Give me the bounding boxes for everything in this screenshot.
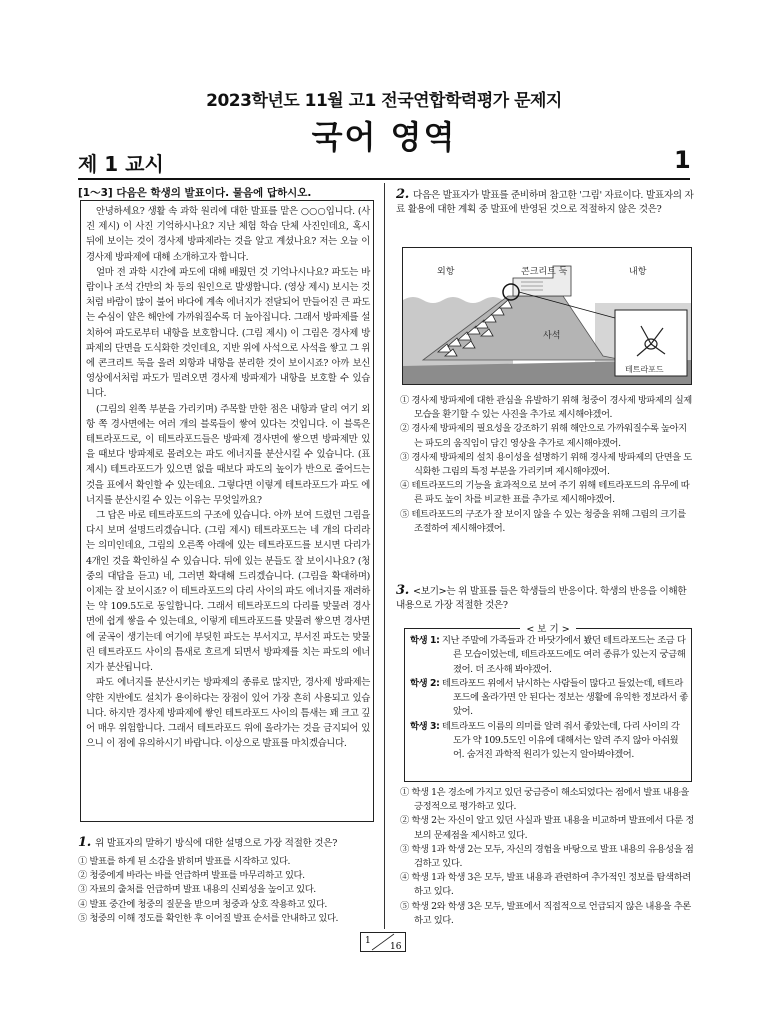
column-divider: [384, 183, 385, 929]
question-1: [78, 836, 376, 926]
student-response: 테트라포드 이름의 의미를 알려 줘서 좋았는데, 다리 사이의 각도가 약 109.5도인 이유에 대해서는 알려 주지 않아 아쉬웠어. 숨겨진 과학적 원리가 있는지 알아봐야겠어.: [441, 720, 680, 761]
choice-5[interactable]: ⑤ 학생 2와 학생 3은 모두, 발표에서 직접적으로 언급되지 않은 내용을 추론하고 있다.: [400, 900, 691, 926]
question-number: 2.: [396, 187, 409, 202]
question-2-choices: [400, 394, 694, 536]
header-rule: [78, 178, 690, 180]
question-3: [396, 584, 694, 613]
choice-2[interactable]: ② 학생 2는 자신이 알고 있던 사실과 발표 내용을 비교하며 발표에서 다룬 정보의 문제점을 제시하고 있다.: [400, 815, 694, 841]
bogi-item: [410, 677, 688, 720]
label-outer-harbor: 외항: [437, 267, 455, 277]
choice-5[interactable]: ⑤ 테트라포드의 구조가 잘 보이지 않을 수 있는 청중을 위해 그림의 크기를 조절하여 제시해야겠어.: [400, 508, 686, 534]
page-number: 1: [674, 146, 691, 174]
choice-2[interactable]: ② 청중에게 바라는 바를 언급하며 발표를 마무리하고 있다.: [78, 870, 305, 882]
period-label: 제 1 교시: [78, 152, 164, 176]
choice-4[interactable]: ④ 발표 중간에 청중의 질문을 받으며 청중과 상호 작용하고 있다.: [78, 898, 327, 910]
label-dike: 콘크리트 둑: [521, 267, 568, 277]
page-indicator: [360, 932, 406, 952]
breakwater-diagram: [403, 248, 691, 384]
total-pages: 16: [390, 942, 402, 952]
choice-5[interactable]: ⑤ 청중의 이해 정도를 확인한 후 이어질 발표 순서를 안내하고 있다.: [78, 912, 339, 924]
question-stem: 위 발표자의 말하기 방식에 대한 설명으로 가장 적절한 것은?: [94, 838, 338, 849]
label-tetrapod: 테트라포드: [625, 365, 664, 374]
student-response: 테트라포드 위에서 낚시하는 사람들이 많다고 들었는데, 테트라포드에 올라가면 안 된다는 정보는 생활에 유익한 정보라서 좋았어.: [441, 677, 688, 718]
student-label: 학생 3:: [410, 720, 440, 732]
choice-4[interactable]: ④ 테트라포드의 기능을 효과적으로 보여 주기 위해 테트라포드의 유무에 따른 파도 높이 차를 비교한 표를 추가로 제시해야겠어.: [400, 480, 690, 506]
bogi-item: [410, 634, 688, 677]
choice-4[interactable]: ④ 학생 1과 학생 3은 모두, 발표 내용과 관련하여 추가적인 정보를 탐색하려 하고 있다.: [400, 872, 691, 898]
question-stem: 다음은 발표자가 발표를 준비하며 참고한 '그림' 자료이다. 발표자의 자료 활용에 대한 계획 중 발표에 반영된 것으로 적절하지 않은 것은?: [396, 190, 694, 215]
choice-1[interactable]: ① 학생 1은 경소에 가지고 있던 궁금증이 해소되었다는 점에서 발표 내용을 긍정적으로 평가하고 있다.: [400, 787, 689, 813]
question-set-intro: [1～3] 다음은 학생의 발표이다. 물음에 답하시오.: [78, 187, 312, 199]
choice-3[interactable]: ③ 경사제 방파제의 설치 용이성을 설명하기 위해 경사제 방파제의 단면을 도식화한 그림의 특정 부분을 가리키며 제시해야겠어.: [400, 451, 692, 478]
subject-title: 국어 영역: [311, 118, 457, 156]
choice-3[interactable]: ③ 자료의 출처를 언급하며 발표 내용의 신뢰성을 높이고 있다.: [78, 884, 316, 896]
question-3-choices: [400, 786, 694, 928]
label-inner-harbor: 내항: [629, 267, 647, 277]
passage-paragraph: 안녕하세요? 생활 속 과학 원리에 대한 발표를 맡은 ○○○입니다. (사진 제시) 이 사진 기억하시나요? 지난 체험 학습 단체 사진인데요, 혹시 뒤에 보이는 것이 경사제 방파제라는 것을 알고 계셨나요? 저는 오늘 이 경사제 방파제에 대해 소개하고자 합니다.: [86, 206, 370, 263]
choice-3[interactable]: ③ 학생 1과 학생 2는 모두, 자신의 경험을 바탕으로 발표 내용의 유용성을 점검하고 있다.: [400, 843, 694, 870]
passage-paragraph: 그 답은 바로 테트라포드의 구조에 있습니다. 아까 보여 드렸던 그림을 다시 보며 설명드리겠습니다. (그림 제시) 테트라포드는 네 개의 다리라는 의미인데요, 그림의 오른쪽 아래에 있는 테트라포드를 보시면 다리가 4개인 것을 확인하실 수 있습니다. 뒤에 있는 분들도 잘 보이시나요? (청중의 대답을 듣고) 네, 그러면 확대해 드리겠습니다. (그림을 확대하며) 이제는 잘 보이시죠? 이 테트라포드의 다리 사이의 파도 에너지를 재려하는 약 109.5도로 동일합니다. 그래서 테트라포드의 다리를 맞물려 경사면에 쉽게 쌓을 수 있는데요, 이렇게 테트라포드를 맞물려 쌓으면 경사면에 굴곡이 생기는데 여기에 부딪힌 파도는 부서지고, 부서진 파도는 맞물린 테트라포드 사이의 틈새로 흐르게 되면서 방파제를 치는 파도의 에너지가 분산됩니다.: [86, 510, 370, 674]
question-number: 1.: [78, 835, 91, 850]
question-stem: <보기>는 위 발표를 들은 학생들의 반응이다. 학생의 반응을 이해한 내용으로 가장 적절한 것은?: [396, 586, 687, 611]
bogi-label: < 보 기 >: [520, 621, 576, 635]
question-number: 3.: [396, 583, 409, 598]
passage-paragraph: (그림의 왼쪽 부분을 가리키며) 주목할 만한 점은 내항과 달리 여기 외항 쪽 경사면에는 여러 개의 블록들이 쌓여 있다는 것입니다. 이 블록은 테트라포드로, 이 테트라포드들은 방파제 경사면에 쌓으면 방파제만 있을 때보다 방파제로 몰려오는 파도 에너지를 분산시킬 수 있습니다. (표 제시) 테트라포드가 있으면 없을 때보다 파도의 높이가 반으로 줄어드는 것을 표에서 확인할 수 있는데요. 그렇다면 이렇게 테트라포드가 파도 에너지를 분산시킬 수 있는 이유는 무엇일까요?: [86, 403, 370, 506]
student-label: 학생 2:: [410, 677, 440, 689]
bogi-content: [410, 634, 688, 763]
breakwater-figure: [402, 247, 692, 385]
current-page: 1: [365, 936, 371, 946]
passage: [86, 204, 370, 751]
passage-paragraph: 파도 에너지를 분산시키는 방파제의 종류로 많지만, 경사제 방파제는 약한 지반에도 설치가 용이하다는 장점이 있어 가장 흔히 사용되고 있습니다. 하지만 경사제 방파제에 쌓인 테트라포드 사이의 틈새는 꽤 크고 깊어 매우 위험합니다. 그래서 테트라포드 위에 올라가는 것을 금지되어 있으니 이 점에 유의하시기 바랍니다. 이상으로 발표를 마치겠습니다.: [86, 677, 370, 750]
exam-title: 2023학년도 11월 고1 전국연합학력평가 문제지: [206, 91, 562, 111]
passage-paragraph: 얼마 전 과학 시간에 파도에 대해 배웠던 것 기억나시나요? 파도는 바람이나 조석 간만의 차 등의 원인으로 발생합니다. (영상 제시) 보시는 것처럼 바람이 많이 불어 바다에 계속 에너지가 전달되어 만들어진 큰 파도는 수심이 얕은 해안에 가까워질수록 더 높아집니다. 그래서 방파제를 설치하여 파도로부터 내항을 보호합니다. (그림 제시) 이 그림은 경사제 방파제의 단면을 도식화한 것인데요, 지반 위에 사석으로 사석을 쌓고 그 위에 콘크리트 둑을 올려 외항과 내항을 분리한 것이 보이시죠? 아까 보신 영상에서처럼 파도가 밀려오면 경사제 방파제가 내항을 보호할 수 있습니다.: [86, 266, 370, 400]
choice-1[interactable]: ① 경사제 방파제에 대한 관심을 유발하기 위해 청중이 경사제 방파제의 실제 모습을 환기할 수 있는 사진을 추가로 제시해야겠어.: [400, 395, 692, 421]
student-label: 학생 1:: [410, 635, 440, 646]
question-2: [396, 188, 694, 217]
bogi-item: [410, 720, 688, 763]
choice-2[interactable]: ② 경사제 방파제의 필요성을 강조하기 위해 해안으로 가까워질수록 높아지는 파도의 움직임이 담긴 영상을 추가로 제시해야겠어.: [400, 423, 687, 449]
student-response: 지난 주말에 가족들과 간 바닷가에서 봤던 테트라포드는 조금 다른 모습이었는데, 테트라포드에도 여러 종류가 있는지 궁금해졌어. 더 조사해 봐야겠어.: [441, 635, 686, 675]
choice-1[interactable]: ① 발표를 하게 된 소감을 밝히며 발표를 시작하고 있다.: [78, 856, 291, 867]
label-rubble: 사석: [543, 331, 561, 341]
